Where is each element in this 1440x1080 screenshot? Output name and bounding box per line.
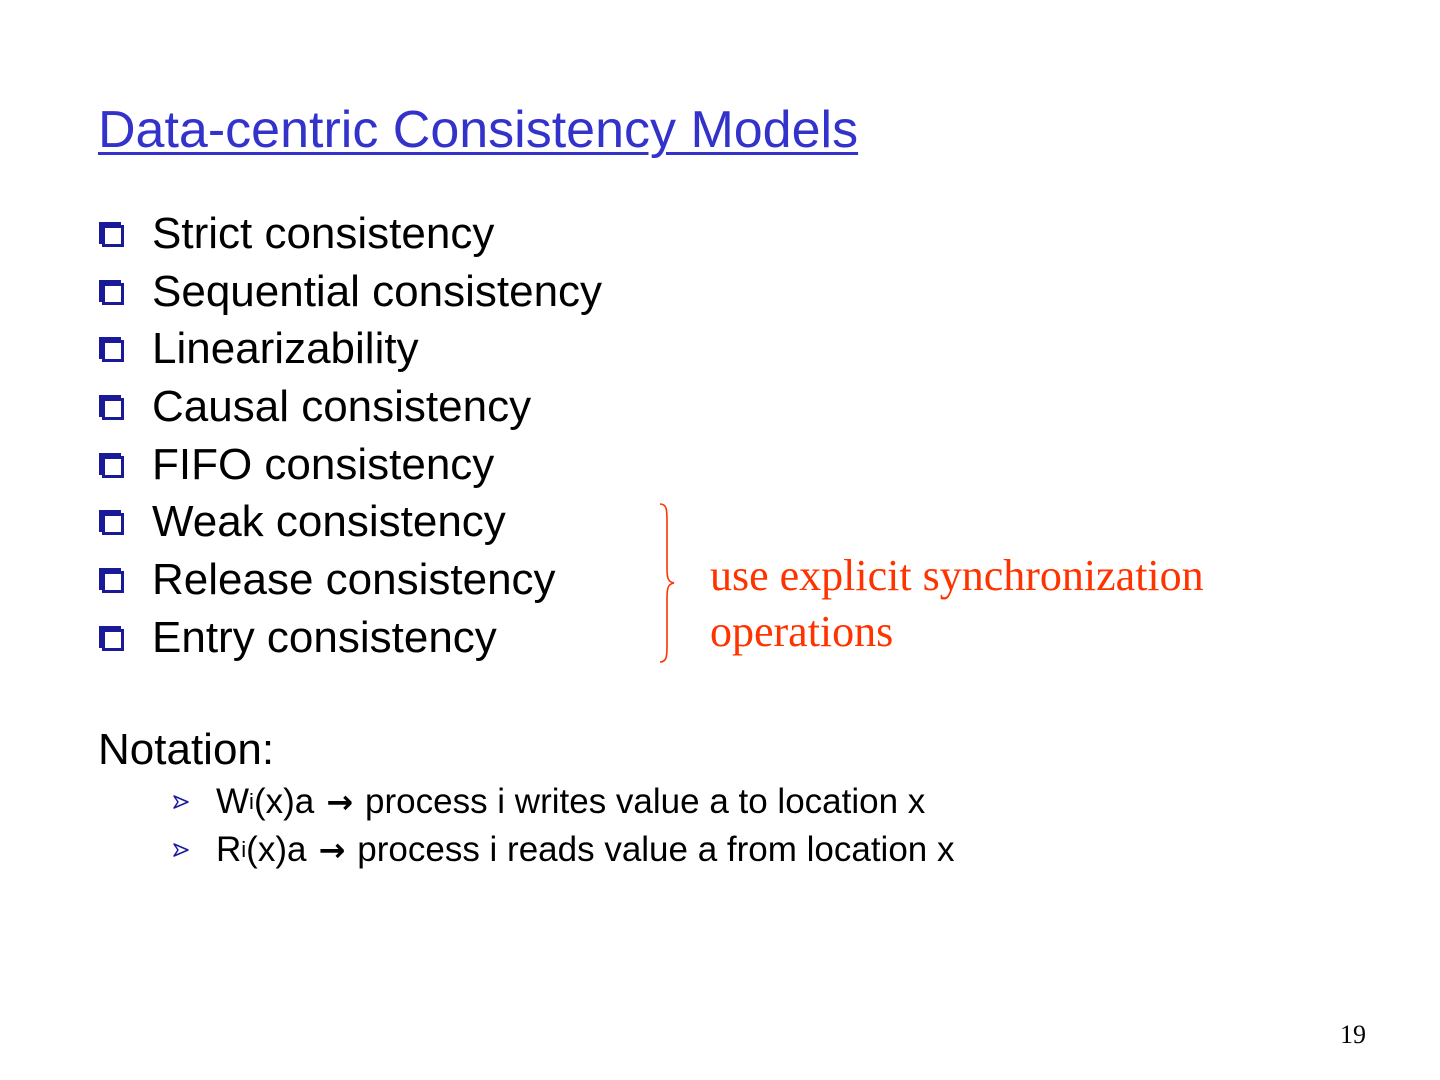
list-item	[98, 493, 602, 551]
notation-args: (x)a	[246, 830, 307, 869]
list-item-label: Linearizability	[152, 324, 419, 374]
slide-title: Data-centric Consistency Models	[98, 101, 859, 159]
notation-item: W i (x)a → process i writes value a to location x	[172, 778, 955, 826]
notation-list	[172, 778, 955, 874]
list-item	[98, 263, 602, 321]
checkbox-bullet-icon	[98, 336, 124, 362]
list-item	[98, 609, 602, 667]
checkbox-bullet-icon	[98, 452, 124, 478]
list-item	[98, 320, 602, 378]
list-item-label: Release consistency	[152, 554, 556, 604]
right-arrow-icon: →	[318, 831, 346, 869]
list-item	[98, 205, 602, 263]
checkbox-bullet-icon	[98, 279, 124, 305]
list-item	[98, 551, 602, 609]
arrowhead-bullet-icon	[172, 841, 190, 859]
right-brace-icon	[652, 502, 682, 664]
list-item	[98, 436, 602, 494]
checkbox-bullet-icon	[98, 509, 124, 535]
notation-args: (x)a	[253, 782, 315, 821]
list-item-label: Strict consistency	[152, 208, 495, 258]
list-item-label: FIFO consistency	[152, 439, 495, 489]
right-arrow-icon: →	[326, 783, 354, 821]
list-item-label: Entry consistency	[152, 612, 497, 662]
notation-op: R	[216, 830, 242, 869]
sync-note-line: use explicit synchronization	[710, 551, 1204, 600]
page-number: 19	[1340, 1020, 1366, 1049]
checkbox-bullet-icon	[98, 567, 124, 593]
list-item-label: Causal consistency	[152, 381, 532, 431]
notation-op: W	[216, 782, 250, 821]
models-list	[98, 205, 602, 667]
notation-meaning: process i reads value a from location x	[357, 830, 955, 869]
sync-note-line: operations	[710, 607, 894, 656]
notation-meaning: process i writes value a to location x	[365, 782, 926, 821]
list-item-label: Weak consistency	[152, 497, 506, 547]
list-item	[98, 378, 602, 436]
checkbox-bullet-icon	[98, 394, 124, 420]
checkbox-bullet-icon	[98, 625, 124, 651]
notation-label: Notation:	[98, 725, 275, 774]
list-item-label: Sequential consistency	[152, 266, 603, 316]
notation-item: R i (x)a → process i reads value a from location x	[172, 826, 955, 874]
sync-note	[710, 548, 1204, 660]
checkbox-bullet-icon	[98, 221, 124, 247]
arrowhead-bullet-icon	[172, 793, 190, 811]
